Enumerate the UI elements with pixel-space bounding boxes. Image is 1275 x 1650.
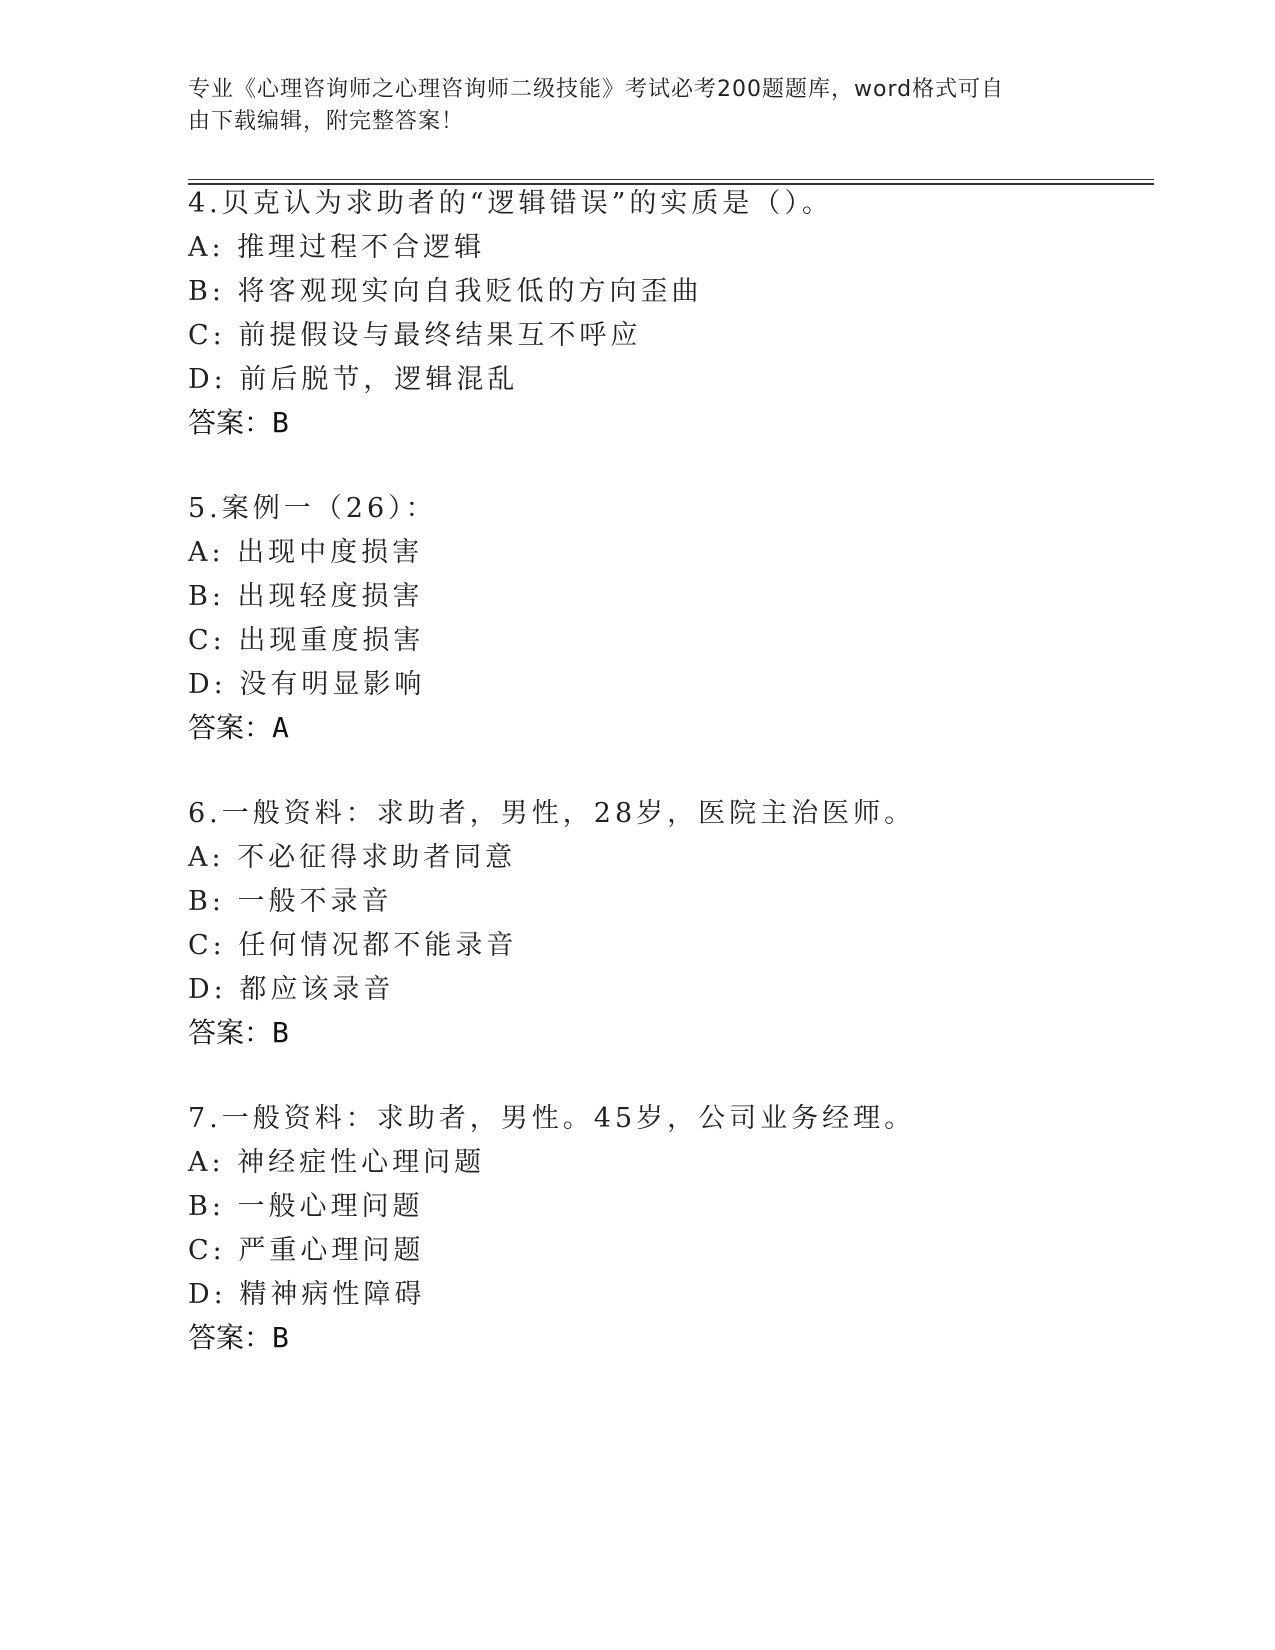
option-a: A: 出现中度损害	[188, 537, 424, 568]
option-d: D: 没有明显影响	[188, 669, 426, 700]
option-d: D: 都应该录音	[188, 974, 395, 1005]
answer-line	[188, 1321, 289, 1355]
answer-value: B	[272, 406, 289, 439]
option-a: A: 神经症性心理问题	[188, 1147, 486, 1178]
question-stem: 6.一般资料：求助者，男性，28岁，医院主治医师。	[188, 798, 916, 829]
header-divider-thin	[188, 179, 1154, 180]
answer-label: 答案：	[188, 1016, 273, 1049]
header-line-1: 专业《心理咨询师之心理咨询师二级技能》考试必考200题题库，word格式可自	[188, 77, 1005, 102]
question-stem: 4.贝克认为求助者的“逻辑错误”的实质是（）。	[188, 188, 833, 219]
option-b: B: 一般心理问题	[188, 1191, 424, 1222]
header-divider-thick	[188, 183, 1154, 185]
answer-line	[188, 711, 289, 745]
option-c: C: 前提假设与最终结果互不呼应	[188, 320, 642, 351]
answer-line	[188, 406, 289, 440]
option-c: C: 出现重度损害	[188, 625, 425, 656]
option-c: C: 严重心理问题	[188, 1235, 425, 1266]
answer-value: A	[272, 711, 289, 744]
option-d: D: 精神病性障碍	[188, 1279, 426, 1310]
option-b: B: 一般不录音	[188, 886, 393, 917]
option-c: C: 任何情况都不能录音	[188, 930, 518, 961]
option-b: B: 出现轻度损害	[188, 581, 424, 612]
option-d: D: 前后脱节，逻辑混乱	[188, 364, 519, 395]
answer-label: 答案：	[188, 711, 273, 744]
option-a: A: 不必征得求助者同意	[188, 842, 517, 873]
answer-label: 答案：	[188, 1321, 273, 1354]
answer-value: B	[272, 1321, 289, 1354]
question-stem: 7.一般资料：求助者，男性。45岁，公司业务经理。	[188, 1103, 916, 1134]
answer-label: 答案：	[188, 406, 273, 439]
document-header	[188, 74, 1068, 138]
answer-value: B	[272, 1016, 289, 1049]
option-a: A: 推理过程不合逻辑	[188, 232, 486, 263]
answer-line	[188, 1016, 289, 1050]
option-b: B: 将客观现实向自我贬低的方向歪曲	[188, 276, 703, 307]
question-stem: 5.案例一（26）：	[188, 493, 437, 524]
header-line-2: 由下载编辑，附完整答案！	[188, 109, 465, 134]
